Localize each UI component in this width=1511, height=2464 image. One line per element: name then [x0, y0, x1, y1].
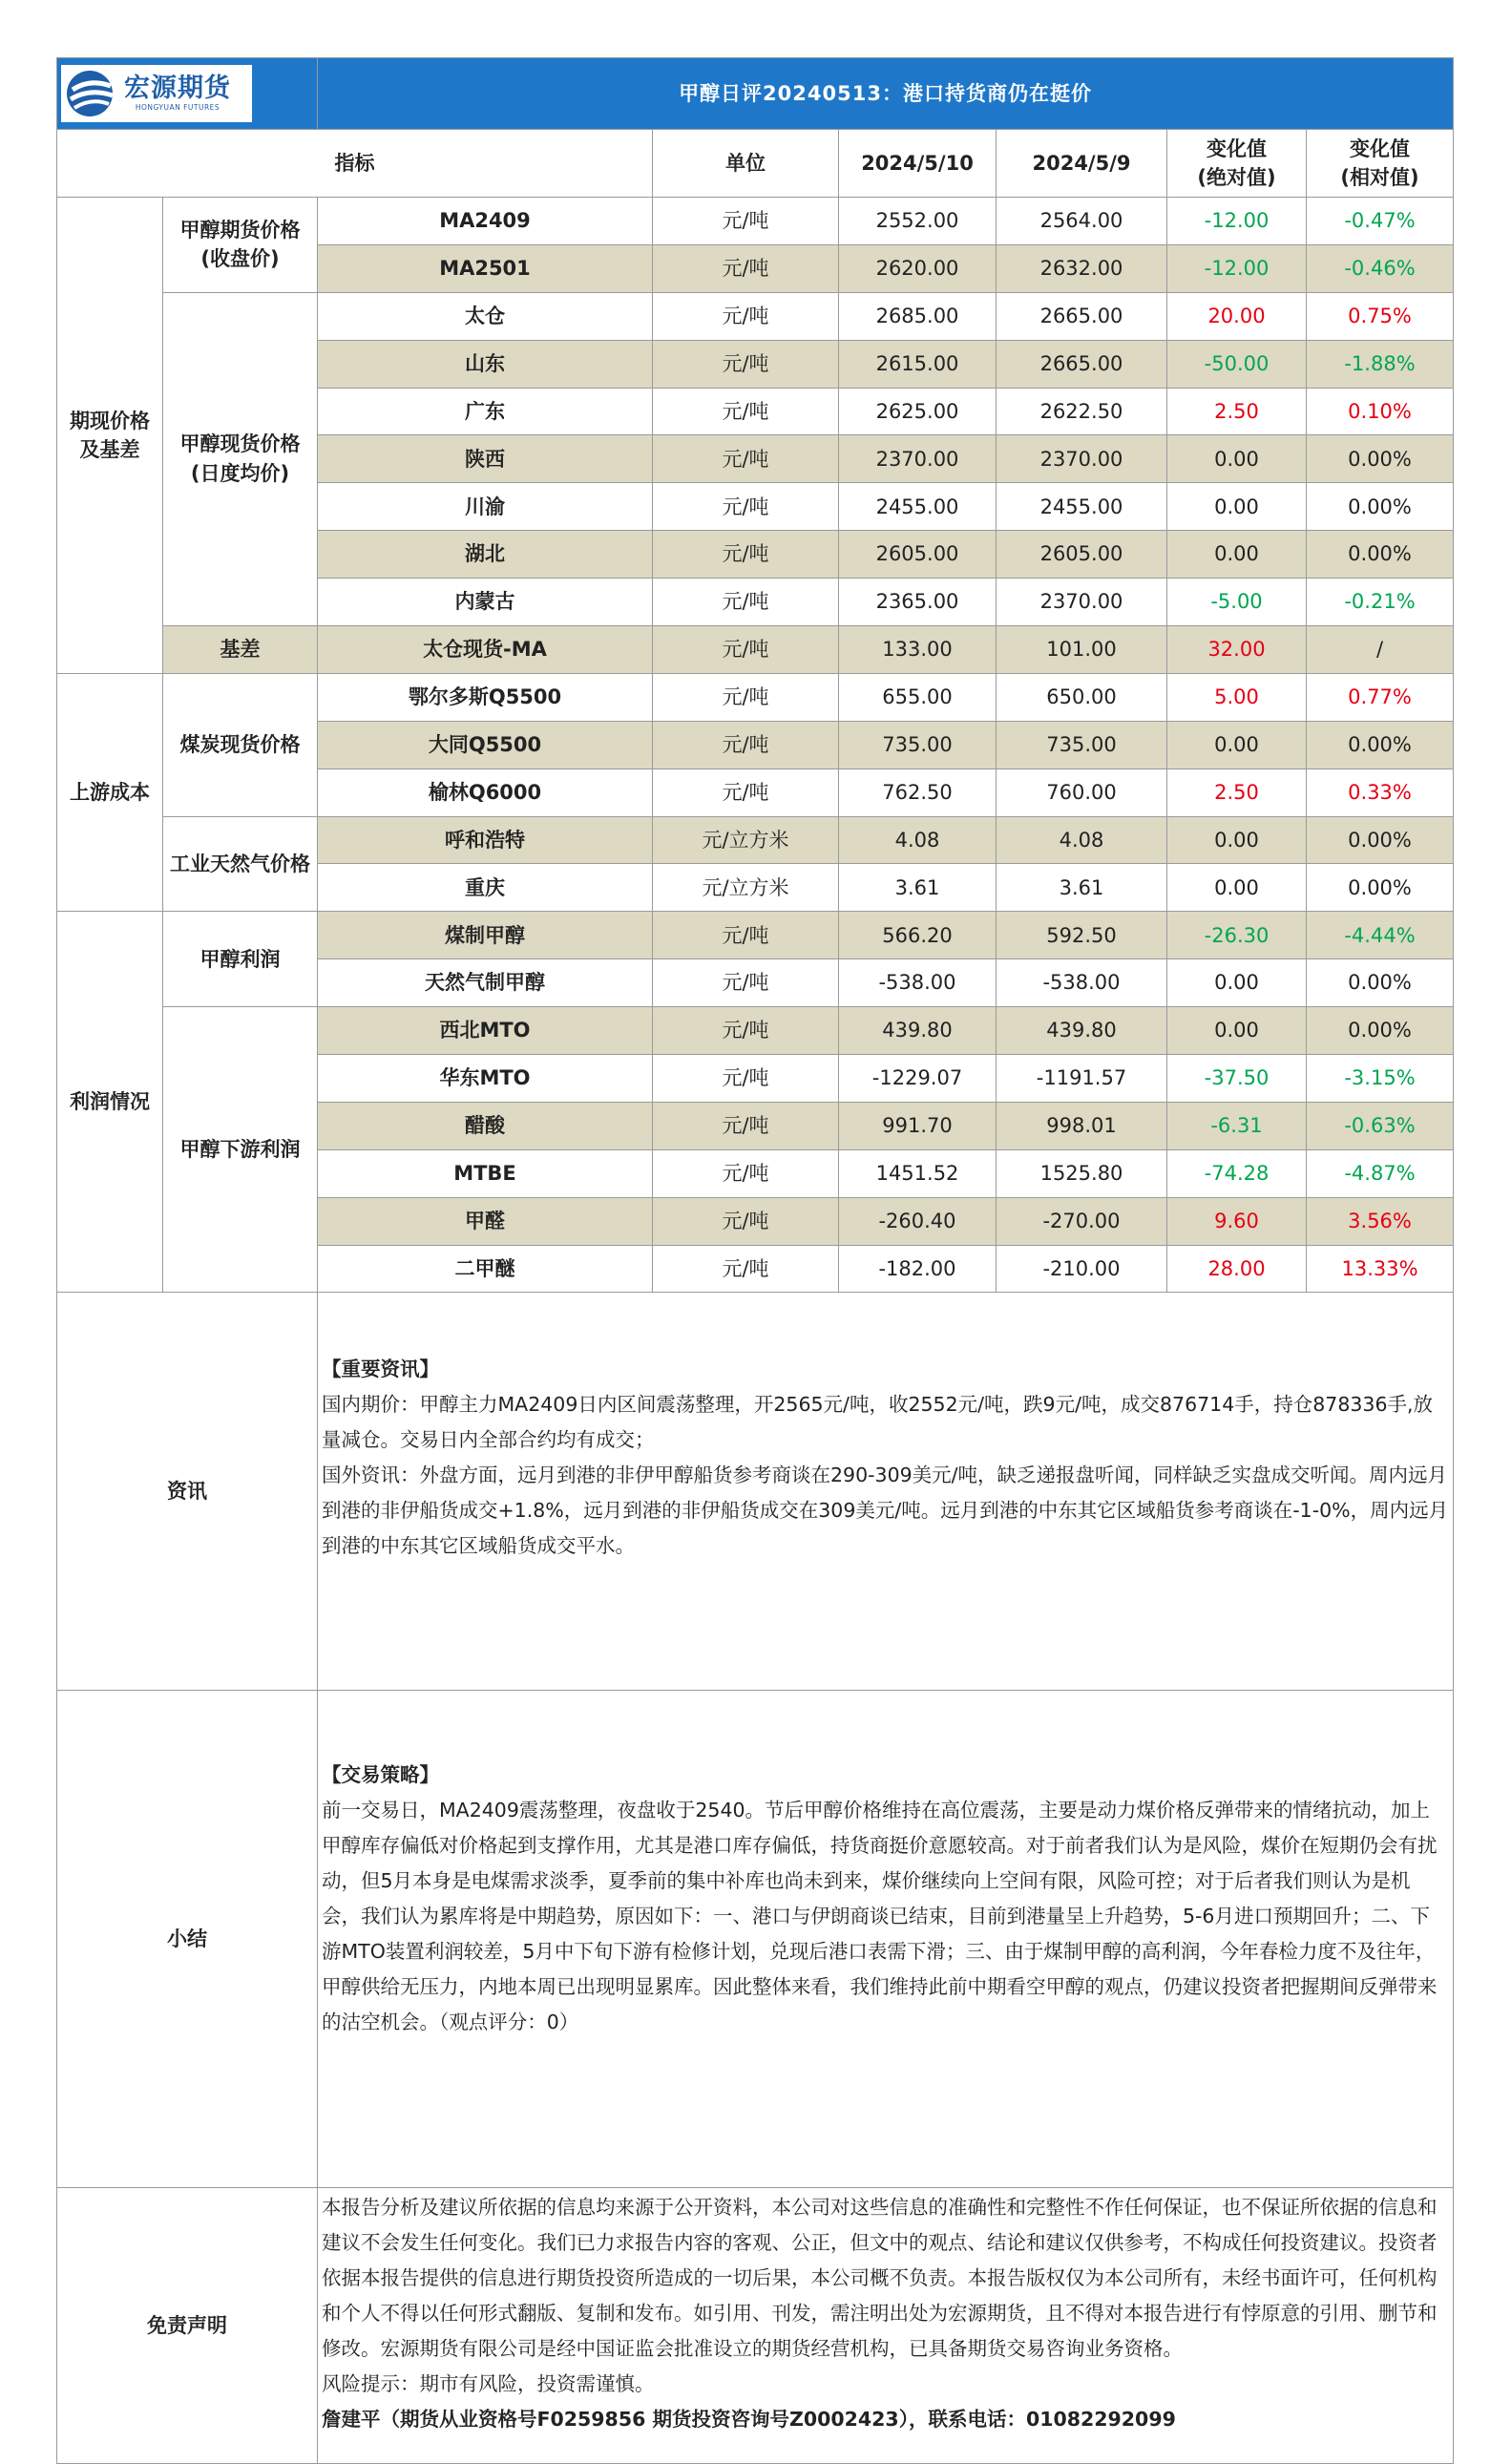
col-header-abs-line1: 变化值 — [1207, 137, 1267, 160]
row-value-date2: 2370.00 — [997, 579, 1167, 626]
row-rel-change: -0.21% — [1307, 579, 1454, 626]
row-value-date1: 2615.00 — [839, 340, 997, 388]
row-abs-change: 28.00 — [1167, 1245, 1307, 1293]
analyst-info: 詹建平（期货从业资格号F0259856 期货投资咨询号Z0002423），联系电话：01082292099 — [322, 2408, 1176, 2432]
row-value-date2: 4.08 — [997, 816, 1167, 864]
row-rel-change: 0.00% — [1307, 483, 1454, 531]
row-name: MA2501 — [318, 244, 653, 292]
category-profit: 利润情况 — [57, 912, 163, 1293]
row-value-date1: -182.00 — [839, 1245, 997, 1293]
row-unit: 元/吨 — [653, 388, 839, 435]
row-name: 广东 — [318, 388, 653, 435]
row-name: MTBE — [318, 1149, 653, 1197]
row-unit: 元/吨 — [653, 579, 839, 626]
row-abs-change: 0.00 — [1167, 483, 1307, 531]
row-value-date1: 991.70 — [839, 1102, 997, 1149]
subcategory-futures-price — [163, 198, 318, 293]
row-unit: 元/吨 — [653, 959, 839, 1007]
row-unit: 元/吨 — [653, 1149, 839, 1197]
news-section — [57, 1293, 1454, 1691]
row-name: 西北MTO — [318, 1007, 653, 1055]
row-name: 川渝 — [318, 483, 653, 531]
company-logo — [61, 65, 252, 122]
row-unit: 元/吨 — [653, 1055, 839, 1103]
subcategory-futures-line1: 甲醇期货价格 — [179, 218, 301, 242]
row-name: 呼和浩特 — [318, 816, 653, 864]
row-abs-change: 0.00 — [1167, 721, 1307, 769]
disclaimer-paragraph: 本报告分析及建议所依据的信息均来源于公开资料，本公司对这些信息的准确性和完整性不作任何保证，也不保证所依据的信息和建议不会发生任何变化。我们已力求报告内容的客观、公正，但文中的观点、结论和建议仅供参考，不构成任何投资建议。投资者依据本报告提供的信息进行期货投资所造成的一切后果，本公司概不负责。本报告版权仅为本公司所有，未经书面许可，任何机构和个人不得以任何形式翻版、复制和发布。如引用、刊发，需注明出处为宏源期货，且不得对本报告进行有悖原意的引用、删节和修改。宏源期货有限公司是经中国证监会批准设立的期货经营机构，已具备期货交易咨询业务资格。 — [322, 2196, 1438, 2361]
col-header-abs-line2: (绝对值) — [1197, 166, 1276, 189]
row-abs-change: 0.00 — [1167, 1007, 1307, 1055]
row-abs-change: 0.00 — [1167, 816, 1307, 864]
row-value-date1: 439.80 — [839, 1007, 997, 1055]
row-abs-change: -12.00 — [1167, 198, 1307, 245]
row-value-date2: 3.61 — [997, 864, 1167, 912]
logo-emblem-icon — [65, 69, 120, 118]
row-value-date2: 592.50 — [997, 912, 1167, 959]
row-abs-change: 2.50 — [1167, 769, 1307, 816]
row-name: 湖北 — [318, 531, 653, 579]
row-rel-change: 0.77% — [1307, 673, 1454, 721]
row-abs-change: 32.00 — [1167, 626, 1307, 674]
report-title: 甲醇日评20240513：港口持货商仍在挺价 — [318, 58, 1454, 130]
row-value-date2: 2632.00 — [997, 244, 1167, 292]
row-unit: 元/吨 — [653, 531, 839, 579]
news-foreign-paragraph: 国外资讯：外盘方面，远月到港的非伊甲醇船货参考商谈在290-309美元/吨，缺乏递报盘听闻，同样缺乏实盘成交听闻。周内远月到港的非伊船货成交+1.8%，远月到港的非伊船货成交在309美元/吨。远月到港的中东其它区域船货参考商谈在-1-0%，周内远月到港的中东其它区域船货成交平水。 — [322, 1464, 1449, 1558]
row-rel-change: -0.63% — [1307, 1102, 1454, 1149]
table-row — [57, 198, 1454, 245]
col-header-rel-change — [1307, 130, 1454, 198]
row-value-date1: 2620.00 — [839, 244, 997, 292]
row-rel-change: 3.56% — [1307, 1197, 1454, 1245]
row-abs-change: 0.00 — [1167, 435, 1307, 483]
row-rel-change: 0.33% — [1307, 769, 1454, 816]
disclaimer-content — [318, 2188, 1454, 2464]
summary-label: 小结 — [57, 1691, 318, 2188]
report-table — [56, 57, 1454, 2464]
subcategory-downstream-profit: 甲醇下游利润 — [163, 1007, 318, 1293]
row-value-date2: -1191.57 — [997, 1055, 1167, 1103]
row-abs-change: 0.00 — [1167, 864, 1307, 912]
row-value-date2: 650.00 — [997, 673, 1167, 721]
category-upstream: 上游成本 — [57, 673, 163, 911]
logo-cell — [57, 58, 318, 130]
row-value-date2: 2455.00 — [997, 483, 1167, 531]
logo-english-name: HONGYUAN FUTURES — [135, 103, 220, 112]
row-rel-change: 13.33% — [1307, 1245, 1454, 1293]
row-name: 太仓 — [318, 292, 653, 340]
row-abs-change: 9.60 — [1167, 1197, 1307, 1245]
row-value-date2: 2605.00 — [997, 531, 1167, 579]
row-value-date2: 760.00 — [997, 769, 1167, 816]
row-value-date1: 762.50 — [839, 769, 997, 816]
row-value-date2: 2370.00 — [997, 435, 1167, 483]
row-rel-change: -4.44% — [1307, 912, 1454, 959]
row-abs-change: 20.00 — [1167, 292, 1307, 340]
row-name: 太仓现货-MA — [318, 626, 653, 674]
row-value-date1: 655.00 — [839, 673, 997, 721]
row-unit: 元/吨 — [653, 483, 839, 531]
row-name: 陕西 — [318, 435, 653, 483]
strategy-paragraph: 前一交易日，MA2409震荡整理，夜盘收于2540。节后甲醇价格维持在高位震荡，主要是动力煤价格反弹带来的情绪抗动，加上甲醇库存偏低对价格起到支撑作用，尤其是港口库存偏低，持货商挺价意愿较高。对于前者我们认为是风险，煤价在短期仍会有扰动，但5月本身是电煤需求淡季，夏季前的集中补库也尚未到来，煤价继续向上空间有限，风险可控；对于后者我们则认为是机会，我们认为累库将是中期趋势，原因如下：一、港口与伊朗商谈已结束，目前到港量呈上升趋势，5-6月进口预期回升；二、下游MTO装置利润较差，5月中下旬下游有检修计划，兑现后港口表需下滑；三、由于煤制甲醇的高利润，今年春检力度不及往年，甲醇供给无压力，内地本周已出现明显累库。因此整体来看，我们维持此前中期看空甲醇的观点，仍建议投资者把握期间反弹带来的沽空机会。（观点评分：0） — [322, 1799, 1438, 2034]
subcategory-coal-price: 煤炭现货价格 — [163, 673, 318, 816]
category-futures-spot-line2: 及基差 — [79, 437, 140, 461]
col-header-date2: 2024/5/9 — [997, 130, 1167, 198]
table-row — [57, 673, 1454, 721]
row-name: 鄂尔多斯Q5500 — [318, 673, 653, 721]
row-rel-change: -3.15% — [1307, 1055, 1454, 1103]
row-rel-change: 0.00% — [1307, 864, 1454, 912]
summary-section — [57, 1691, 1454, 2188]
col-header-unit: 单位 — [653, 130, 839, 198]
row-unit: 元/立方米 — [653, 816, 839, 864]
row-name: 山东 — [318, 340, 653, 388]
row-name: 重庆 — [318, 864, 653, 912]
category-futures-spot — [57, 198, 163, 674]
row-value-date2: 2564.00 — [997, 198, 1167, 245]
row-value-date1: -260.40 — [839, 1197, 997, 1245]
row-rel-change: -1.88% — [1307, 340, 1454, 388]
row-unit: 元/立方米 — [653, 864, 839, 912]
row-value-date1: 735.00 — [839, 721, 997, 769]
news-heading: 【重要资讯】 — [322, 1358, 439, 1381]
news-domestic-paragraph: 国内期价：甲醇主力MA2409日内区间震荡整理，开2565元/吨，收2552元/吨，跌9元/吨，成交876714手，持仓878336手,放量减仓。交易日内全部合约均有成交； — [322, 1393, 1434, 1452]
row-abs-change: -12.00 — [1167, 244, 1307, 292]
row-unit: 元/吨 — [653, 769, 839, 816]
row-unit: 元/吨 — [653, 1197, 839, 1245]
strategy-heading: 【交易策略】 — [322, 1763, 439, 1787]
row-abs-change: -5.00 — [1167, 579, 1307, 626]
news-content — [318, 1293, 1454, 1691]
row-abs-change: 0.00 — [1167, 531, 1307, 579]
row-unit: 元/吨 — [653, 721, 839, 769]
row-value-date1: 2370.00 — [839, 435, 997, 483]
risk-warning: 风险提示：期市有风险，投资需谨慎。 — [322, 2372, 655, 2396]
row-value-date1: 2365.00 — [839, 579, 997, 626]
row-name: 内蒙古 — [318, 579, 653, 626]
category-futures-spot-line1: 期现价格 — [70, 409, 150, 432]
table-row — [57, 816, 1454, 864]
col-header-date1: 2024/5/10 — [839, 130, 997, 198]
row-value-date2: -270.00 — [997, 1197, 1167, 1245]
row-rel-change: / — [1307, 626, 1454, 674]
row-abs-change: 5.00 — [1167, 673, 1307, 721]
row-name: MA2409 — [318, 198, 653, 245]
row-abs-change: -6.31 — [1167, 1102, 1307, 1149]
row-value-date2: 1525.80 — [997, 1149, 1167, 1197]
row-abs-change: -74.28 — [1167, 1149, 1307, 1197]
row-unit: 元/吨 — [653, 1102, 839, 1149]
row-unit: 元/吨 — [653, 198, 839, 245]
row-value-date2: 735.00 — [997, 721, 1167, 769]
row-rel-change: -0.46% — [1307, 244, 1454, 292]
row-value-date2: 2622.50 — [997, 388, 1167, 435]
row-value-date2: 439.80 — [997, 1007, 1167, 1055]
row-value-date1: 1451.52 — [839, 1149, 997, 1197]
row-value-date2: 101.00 — [997, 626, 1167, 674]
row-value-date2: -538.00 — [997, 959, 1167, 1007]
row-rel-change: 0.00% — [1307, 959, 1454, 1007]
row-rel-change: -0.47% — [1307, 198, 1454, 245]
subcategory-gas-price: 工业天然气价格 — [163, 816, 318, 912]
row-rel-change: 0.00% — [1307, 1007, 1454, 1055]
row-value-date1: 2455.00 — [839, 483, 997, 531]
row-abs-change: -26.30 — [1167, 912, 1307, 959]
col-header-rel-line2: (相对值) — [1340, 166, 1419, 189]
row-value-date1: 566.20 — [839, 912, 997, 959]
table-row — [57, 292, 1454, 340]
subcategory-spot-price — [163, 292, 318, 625]
row-value-date1: 2605.00 — [839, 531, 997, 579]
row-abs-change: 2.50 — [1167, 388, 1307, 435]
row-rel-change: 0.00% — [1307, 721, 1454, 769]
row-abs-change: 0.00 — [1167, 959, 1307, 1007]
row-unit: 元/吨 — [653, 1007, 839, 1055]
row-unit: 元/吨 — [653, 1245, 839, 1293]
row-rel-change: 0.00% — [1307, 435, 1454, 483]
row-abs-change: -50.00 — [1167, 340, 1307, 388]
row-rel-change: 0.00% — [1307, 816, 1454, 864]
row-value-date2: 2665.00 — [997, 292, 1167, 340]
subcategory-basis: 基差 — [163, 626, 318, 674]
column-header-row — [57, 130, 1454, 198]
row-value-date1: 2552.00 — [839, 198, 997, 245]
row-unit: 元/吨 — [653, 673, 839, 721]
row-name: 华东MTO — [318, 1055, 653, 1103]
row-value-date2: 998.01 — [997, 1102, 1167, 1149]
row-name: 醋酸 — [318, 1102, 653, 1149]
row-unit: 元/吨 — [653, 292, 839, 340]
row-unit: 元/吨 — [653, 912, 839, 959]
row-name: 甲醛 — [318, 1197, 653, 1245]
row-unit: 元/吨 — [653, 435, 839, 483]
row-value-date1: 4.08 — [839, 816, 997, 864]
row-rel-change: -4.87% — [1307, 1149, 1454, 1197]
subcategory-spot-line2: (日度均价) — [190, 461, 290, 485]
subcategory-spot-line1: 甲醇现货价格 — [179, 432, 301, 456]
row-unit: 元/吨 — [653, 626, 839, 674]
row-value-date1: -1229.07 — [839, 1055, 997, 1103]
row-value-date1: 133.00 — [839, 626, 997, 674]
col-header-rel-line1: 变化值 — [1350, 137, 1411, 160]
news-label: 资讯 — [57, 1293, 318, 1691]
row-rel-change: 0.00% — [1307, 531, 1454, 579]
row-rel-change: 0.75% — [1307, 292, 1454, 340]
row-name: 煤制甲醇 — [318, 912, 653, 959]
table-row — [57, 912, 1454, 959]
table-row — [57, 626, 1454, 674]
row-unit: 元/吨 — [653, 244, 839, 292]
row-name: 大同Q5500 — [318, 721, 653, 769]
row-name: 榆林Q6000 — [318, 769, 653, 816]
row-value-date2: -210.00 — [997, 1245, 1167, 1293]
row-value-date2: 2665.00 — [997, 340, 1167, 388]
row-rel-change: 0.10% — [1307, 388, 1454, 435]
subcategory-methanol-profit: 甲醇利润 — [163, 912, 318, 1007]
row-value-date1: 3.61 — [839, 864, 997, 912]
disclaimer-label: 免责声明 — [57, 2188, 318, 2464]
row-name: 二甲醚 — [318, 1245, 653, 1293]
row-value-date1: 2685.00 — [839, 292, 997, 340]
logo-chinese-name: 宏源期货 — [124, 74, 231, 103]
row-unit: 元/吨 — [653, 340, 839, 388]
row-value-date1: -538.00 — [839, 959, 997, 1007]
title-bar — [57, 58, 1454, 130]
row-value-date1: 2625.00 — [839, 388, 997, 435]
row-abs-change: -37.50 — [1167, 1055, 1307, 1103]
subcategory-futures-line2: (收盘价) — [200, 247, 280, 271]
table-row — [57, 1007, 1454, 1055]
disclaimer-section — [57, 2188, 1454, 2464]
row-name: 天然气制甲醇 — [318, 959, 653, 1007]
summary-content — [318, 1691, 1454, 2188]
col-header-abs-change — [1167, 130, 1307, 198]
col-header-indicator: 指标 — [57, 130, 653, 198]
